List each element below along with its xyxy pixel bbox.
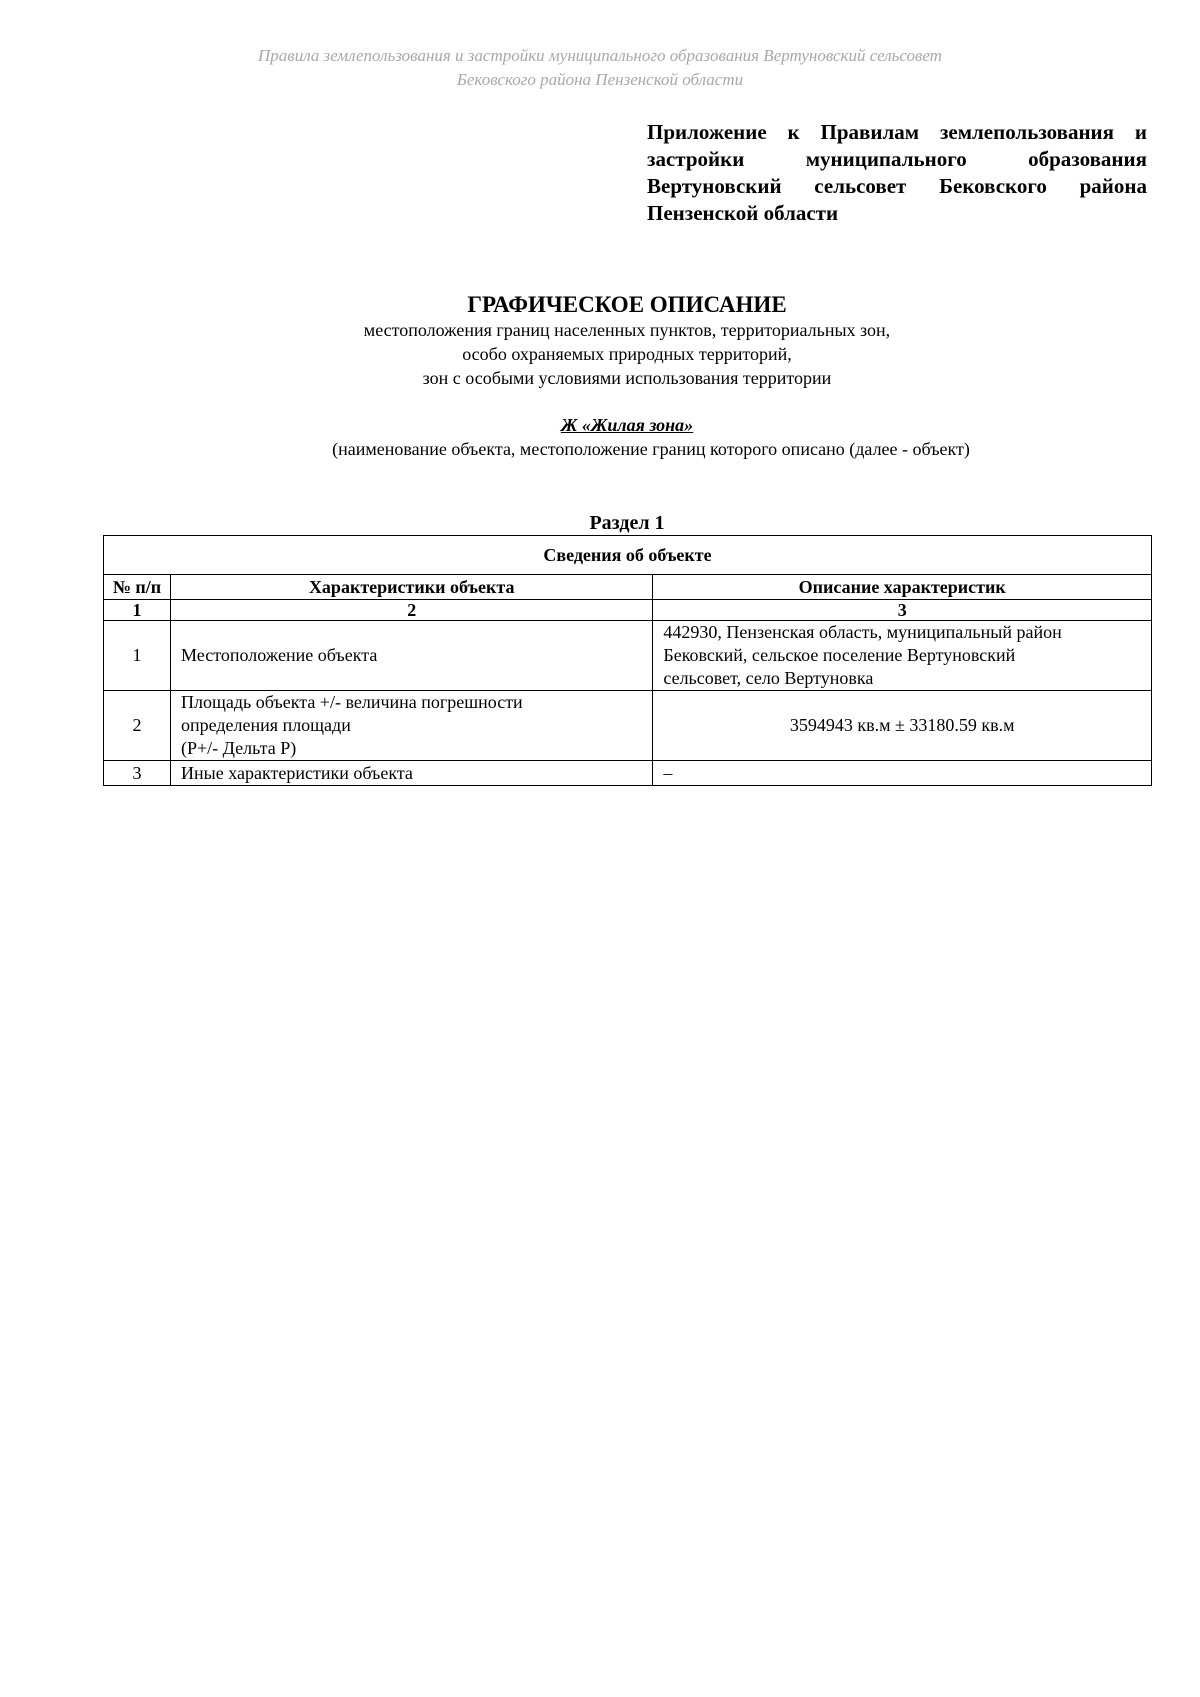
subtitle-line-1: местоположения границ населенных пунктов, территориальных зон, bbox=[363, 320, 891, 340]
document-subtitle bbox=[0, 318, 1200, 390]
section-title: Раздел 1 bbox=[589, 512, 665, 534]
characteristic-line: определения площади bbox=[181, 715, 351, 735]
column-header-description: Описание характеристик bbox=[653, 575, 1152, 600]
object-name bbox=[0, 413, 1200, 437]
table-column-number-row bbox=[104, 600, 1152, 621]
description-line: 442930, Пензенская область, муниципальный район bbox=[663, 622, 1062, 642]
column-number-2: 2 bbox=[171, 600, 653, 621]
row-characteristic bbox=[171, 761, 653, 786]
appendix-note: Приложение к Правилам землепользования и застройки муниципального образования Вертуновский сельсовет Бековского района Пензенской области bbox=[647, 120, 1147, 225]
row-description bbox=[653, 691, 1152, 761]
table-caption: Сведения об объекте bbox=[104, 536, 1152, 575]
running-header-line-1: Правила землепользования и застройки муниципального образования Вертуновский сельсовет bbox=[258, 46, 942, 65]
row-characteristic bbox=[171, 691, 653, 761]
column-number-1: 1 bbox=[104, 600, 171, 621]
description-line: сельсовет, село Вертуновка bbox=[663, 668, 874, 688]
document-title: ГРАФИЧЕСКОЕ ОПИСАНИЕ bbox=[467, 292, 787, 317]
subtitle-line-2: особо охраняемых природных территорий, bbox=[462, 344, 792, 364]
column-number-3: 3 bbox=[653, 600, 1152, 621]
running-header bbox=[0, 44, 1200, 92]
characteristic-line: Местоположение объекта bbox=[181, 645, 378, 665]
row-number: 2 bbox=[104, 691, 171, 761]
table-caption-row bbox=[104, 536, 1152, 575]
column-header-characteristic: Характеристики объекта bbox=[171, 575, 653, 600]
characteristic-line: Иные характеристики объекта bbox=[181, 762, 413, 783]
characteristic-line: (P+/- Дельта P) bbox=[181, 738, 297, 758]
table-row bbox=[104, 691, 1152, 761]
row-number: 3 bbox=[104, 761, 171, 786]
table-row bbox=[104, 761, 1152, 786]
description-line: 3594943 кв.м ± 33180.59 кв.м bbox=[789, 715, 1015, 735]
object-name-text: Ж «Жилая зона» bbox=[560, 415, 694, 435]
description-line: Бековский, сельское поселение Вертуновский bbox=[663, 645, 1016, 665]
subtitle-line-3: зон с особыми условиями использования территории bbox=[422, 368, 832, 388]
object-info-table bbox=[103, 535, 1152, 786]
row-description bbox=[653, 621, 1152, 691]
table-header-row bbox=[104, 575, 1152, 600]
column-header-number: № п/п bbox=[104, 575, 171, 600]
row-description bbox=[653, 761, 1152, 786]
object-caption: (наименование объекта, местоположение границ которого описано (далее - объект) bbox=[332, 439, 970, 459]
description-line: – bbox=[663, 762, 673, 783]
table-row bbox=[104, 621, 1152, 691]
row-characteristic bbox=[171, 621, 653, 691]
running-header-line-2: Бековского района Пензенской области bbox=[456, 70, 744, 89]
characteristic-line: Площадь объекта +/- величина погрешности bbox=[181, 692, 523, 712]
row-number: 1 bbox=[104, 621, 171, 691]
